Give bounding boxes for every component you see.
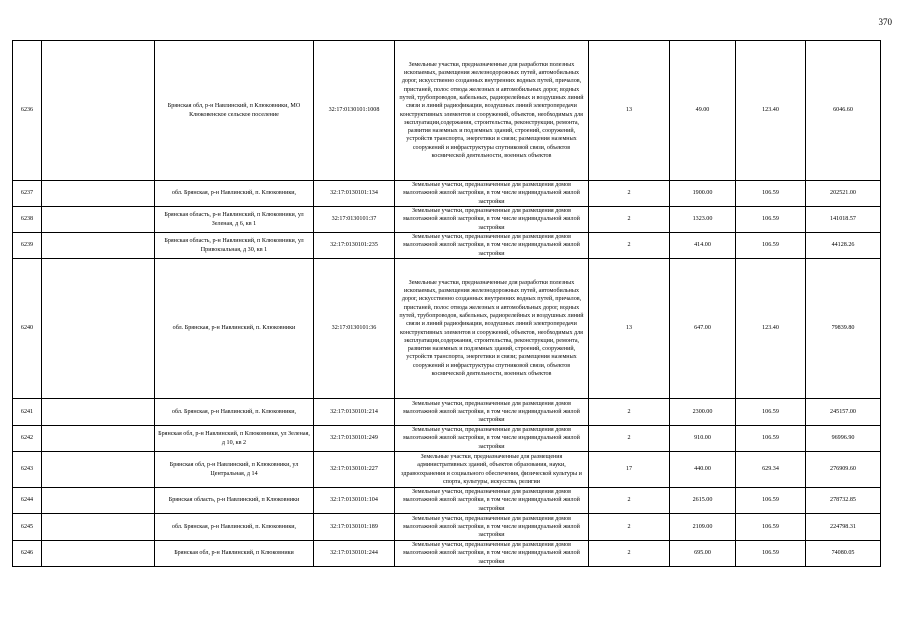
area-cell: 2109.00 bbox=[670, 514, 736, 541]
category-cell: 2 bbox=[589, 541, 670, 567]
land-use-cell: Земельные участки, предназначенные для размещения домов малоэтажной жилой застройки, в том числе индивидуальной жилой застройки bbox=[395, 541, 589, 567]
rate-cell: 123.40 bbox=[736, 259, 806, 399]
row-id: 6243 bbox=[13, 452, 42, 488]
category-cell: 13 bbox=[589, 41, 670, 181]
category-cell: 2 bbox=[589, 426, 670, 452]
category-cell: 2 bbox=[589, 181, 670, 207]
cadastral-value-cell: 276909.60 bbox=[806, 452, 881, 488]
rate-cell: 106.59 bbox=[736, 207, 806, 233]
cadastral-value-cell: 224798.31 bbox=[806, 514, 881, 541]
empty-cell bbox=[42, 207, 155, 233]
land-use-cell: Земельные участки, предназначенные для разработки полезных ископаемых, размещения железнодорожных путей, автомобильных дорог, искусственно созданных внутренних водных путей, причалов, пристаней, полос отвода железных и автомобильных дорог, водных путей, трубопроводов, кабельных, радиорелейных и воздушных линий связи и линий радиофикации, воздушных линий электропередачи конструктивных элементов и сооружений, объектов, необходимых для эксплуатации,содержания, строительства, реконструкции, ремонта, развития наземных и подземных зданий, строений, сооружений, устройств транспорта, энергетики и связи; размещения наземных сооружений и инфраструктуры спутниковой связи, объектов космической деятельности, военных объектов bbox=[395, 259, 589, 399]
address-cell: Брянская обл, р-н Навлинский, п Клюковники bbox=[155, 541, 314, 567]
cadastral-number-cell: 32:17:0130101:214 bbox=[314, 399, 395, 426]
cadastral-number-cell: 32:17:0130101:36 bbox=[314, 259, 395, 399]
row-id: 6236 bbox=[13, 41, 42, 181]
table-row bbox=[13, 541, 881, 567]
category-cell: 13 bbox=[589, 259, 670, 399]
address-cell: Брянская область, р-н Навлинский, п Клюковники bbox=[155, 488, 314, 514]
rate-cell: 106.59 bbox=[736, 488, 806, 514]
row-id: 6242 bbox=[13, 426, 42, 452]
rate-cell: 629.34 bbox=[736, 452, 806, 488]
land-use-cell: Земельные участки, предназначенные для размещения домов малоэтажной жилой застройки, в том числе индивидуальной жилой застройки bbox=[395, 488, 589, 514]
table-body bbox=[13, 41, 881, 567]
land-use-cell: Земельные участки, предназначенные для размещения домов малоэтажной жилой застройки, в том числе индивидуальной жилой застройки bbox=[395, 514, 589, 541]
row-id: 6246 bbox=[13, 541, 42, 567]
area-cell: 1900.00 bbox=[670, 181, 736, 207]
rate-cell: 106.59 bbox=[736, 399, 806, 426]
address-cell: обл. Брянская, р-н Навлинский, п. Клюковники bbox=[155, 259, 314, 399]
row-id: 6241 bbox=[13, 399, 42, 426]
empty-cell bbox=[42, 181, 155, 207]
land-use-cell: Земельные участки, предназначенные для размещения домов малоэтажной жилой застройки, в том числе индивидуальной жилой застройки bbox=[395, 426, 589, 452]
area-cell: 2615.00 bbox=[670, 488, 736, 514]
category-cell: 2 bbox=[589, 488, 670, 514]
empty-cell bbox=[42, 452, 155, 488]
category-cell: 2 bbox=[589, 514, 670, 541]
address-cell: Брянская обл, р-н Навлинский, п Клюковники, МО Клюковенское сельское поселение bbox=[155, 41, 314, 181]
empty-cell bbox=[42, 426, 155, 452]
cadastral-registry-table bbox=[12, 40, 881, 567]
cadastral-number-cell: 32:17:0130101:244 bbox=[314, 541, 395, 567]
cadastral-number-cell: 32:17:0130101:189 bbox=[314, 514, 395, 541]
table-row bbox=[13, 514, 881, 541]
table-row bbox=[13, 488, 881, 514]
address-cell: Брянская область, р-н Навлинский, п Клюковники, ул Привокзальная, д 30, кв 1 bbox=[155, 233, 314, 259]
empty-cell bbox=[42, 488, 155, 514]
table-row bbox=[13, 233, 881, 259]
table-row bbox=[13, 41, 881, 181]
row-id: 6244 bbox=[13, 488, 42, 514]
land-use-cell: Земельные участки, предназначенные для размещения домов малоэтажной жилой застройки, в том числе индивидуальной жилой застройки bbox=[395, 399, 589, 426]
land-use-cell: Земельные участки, предназначенные для размещения домов малоэтажной жилой застройки, в том числе индивидуальной жилой застройки bbox=[395, 181, 589, 207]
area-cell: 910.00 bbox=[670, 426, 736, 452]
cadastral-value-cell: 44128.26 bbox=[806, 233, 881, 259]
cadastral-number-cell: 32:17:0130101:227 bbox=[314, 452, 395, 488]
area-cell: 440.00 bbox=[670, 452, 736, 488]
rate-cell: 106.59 bbox=[736, 426, 806, 452]
cadastral-value-cell: 202521.00 bbox=[806, 181, 881, 207]
table-row bbox=[13, 399, 881, 426]
land-use-cell: Земельные участки, предназначенные для размещения домов малоэтажной жилой застройки, в том числе индивидуальной жилой застройки bbox=[395, 233, 589, 259]
empty-cell bbox=[42, 514, 155, 541]
rate-cell: 123.40 bbox=[736, 41, 806, 181]
land-use-cell: Земельные участки, предназначенные для размещения домов малоэтажной жилой застройки, в том числе индивидуальной жилой застройки bbox=[395, 207, 589, 233]
rate-cell: 106.59 bbox=[736, 541, 806, 567]
rate-cell: 106.59 bbox=[736, 181, 806, 207]
cadastral-value-cell: 74080.05 bbox=[806, 541, 881, 567]
address-cell: обл. Брянская, р-н Навлинский, п. Клюковники, bbox=[155, 181, 314, 207]
address-cell: Брянская обл, р-н Навлинский, п Клюковники, ул Зеленая, д 10, кв 2 bbox=[155, 426, 314, 452]
area-cell: 1323.00 bbox=[670, 207, 736, 233]
table-row bbox=[13, 207, 881, 233]
cadastral-number-cell: 32:17:0130101:37 bbox=[314, 207, 395, 233]
row-id: 6245 bbox=[13, 514, 42, 541]
rate-cell: 106.59 bbox=[736, 233, 806, 259]
row-id: 6237 bbox=[13, 181, 42, 207]
land-use-cell: Земельные участки, предназначенные для размещения административных зданий, объектов образования, науки, здравоохранения и социального обеспечения, физической культуры и спорта, культуры, искусства, религии bbox=[395, 452, 589, 488]
cadastral-number-cell: 32:17:0130101:235 bbox=[314, 233, 395, 259]
category-cell: 2 bbox=[589, 233, 670, 259]
empty-cell bbox=[42, 541, 155, 567]
cadastral-value-cell: 245157.00 bbox=[806, 399, 881, 426]
empty-cell bbox=[42, 259, 155, 399]
address-cell: обл. Брянская, р-н Навлинский, п. Клюковники, bbox=[155, 514, 314, 541]
rate-cell: 106.59 bbox=[736, 514, 806, 541]
cadastral-number-cell: 32:17:0130101:134 bbox=[314, 181, 395, 207]
row-id: 6238 bbox=[13, 207, 42, 233]
category-cell: 17 bbox=[589, 452, 670, 488]
empty-cell bbox=[42, 399, 155, 426]
area-cell: 647.00 bbox=[670, 259, 736, 399]
address-cell: Брянская обл, р-н Навлинский, п Клюковники, ул Центральная, д 14 bbox=[155, 452, 314, 488]
row-id: 6240 bbox=[13, 259, 42, 399]
address-cell: обл. Брянская, р-н Навлинский, п. Клюковники, bbox=[155, 399, 314, 426]
table-row bbox=[13, 259, 881, 399]
table-row bbox=[13, 426, 881, 452]
row-id: 6239 bbox=[13, 233, 42, 259]
area-cell: 414.00 bbox=[670, 233, 736, 259]
cadastral-number-cell: 32:17:0130101:249 bbox=[314, 426, 395, 452]
page-number: 370 bbox=[878, 17, 892, 27]
empty-cell bbox=[42, 233, 155, 259]
table-row bbox=[13, 181, 881, 207]
empty-cell bbox=[42, 41, 155, 181]
area-cell: 2300.00 bbox=[670, 399, 736, 426]
cadastral-value-cell: 79839.80 bbox=[806, 259, 881, 399]
cadastral-number-cell: 32:17:0130101:104 bbox=[314, 488, 395, 514]
area-cell: 695.00 bbox=[670, 541, 736, 567]
land-use-cell: Земельные участки, предназначенные для разработки полезных ископаемых, размещения железнодорожных путей, автомобильных дорог, искусственно созданных внутренних водных путей, причалов, пристаней, полос отвода железных и автомобильных дорог, водных путей, трубопроводов, кабельных, радиорелейных и воздушных линий связи и линий радиофикации, воздушных линий электропередачи конструктивных элементов и сооружений, объектов, необходимых для эксплуатации,содержания, строительства, реконструкции, ремонта, развития наземных и подземных зданий, строений, сооружений, устройств транспорта, энергетики и связи; размещения наземных сооружений и инфраструктуры спутниковой связи, объектов космической деятельности, военных объектов bbox=[395, 41, 589, 181]
cadastral-number-cell: 32:17:0130101:1008 bbox=[314, 41, 395, 181]
cadastral-value-cell: 141018.57 bbox=[806, 207, 881, 233]
cadastral-value-cell: 96996.90 bbox=[806, 426, 881, 452]
table-row bbox=[13, 452, 881, 488]
category-cell: 2 bbox=[589, 399, 670, 426]
cadastral-value-cell: 278732.85 bbox=[806, 488, 881, 514]
category-cell: 2 bbox=[589, 207, 670, 233]
area-cell: 49.00 bbox=[670, 41, 736, 181]
cadastral-value-cell: 6046.60 bbox=[806, 41, 881, 181]
address-cell: Брянская область, р-н Навлинский, п Клюковники, ул Зеленая, д 6, кв 1 bbox=[155, 207, 314, 233]
